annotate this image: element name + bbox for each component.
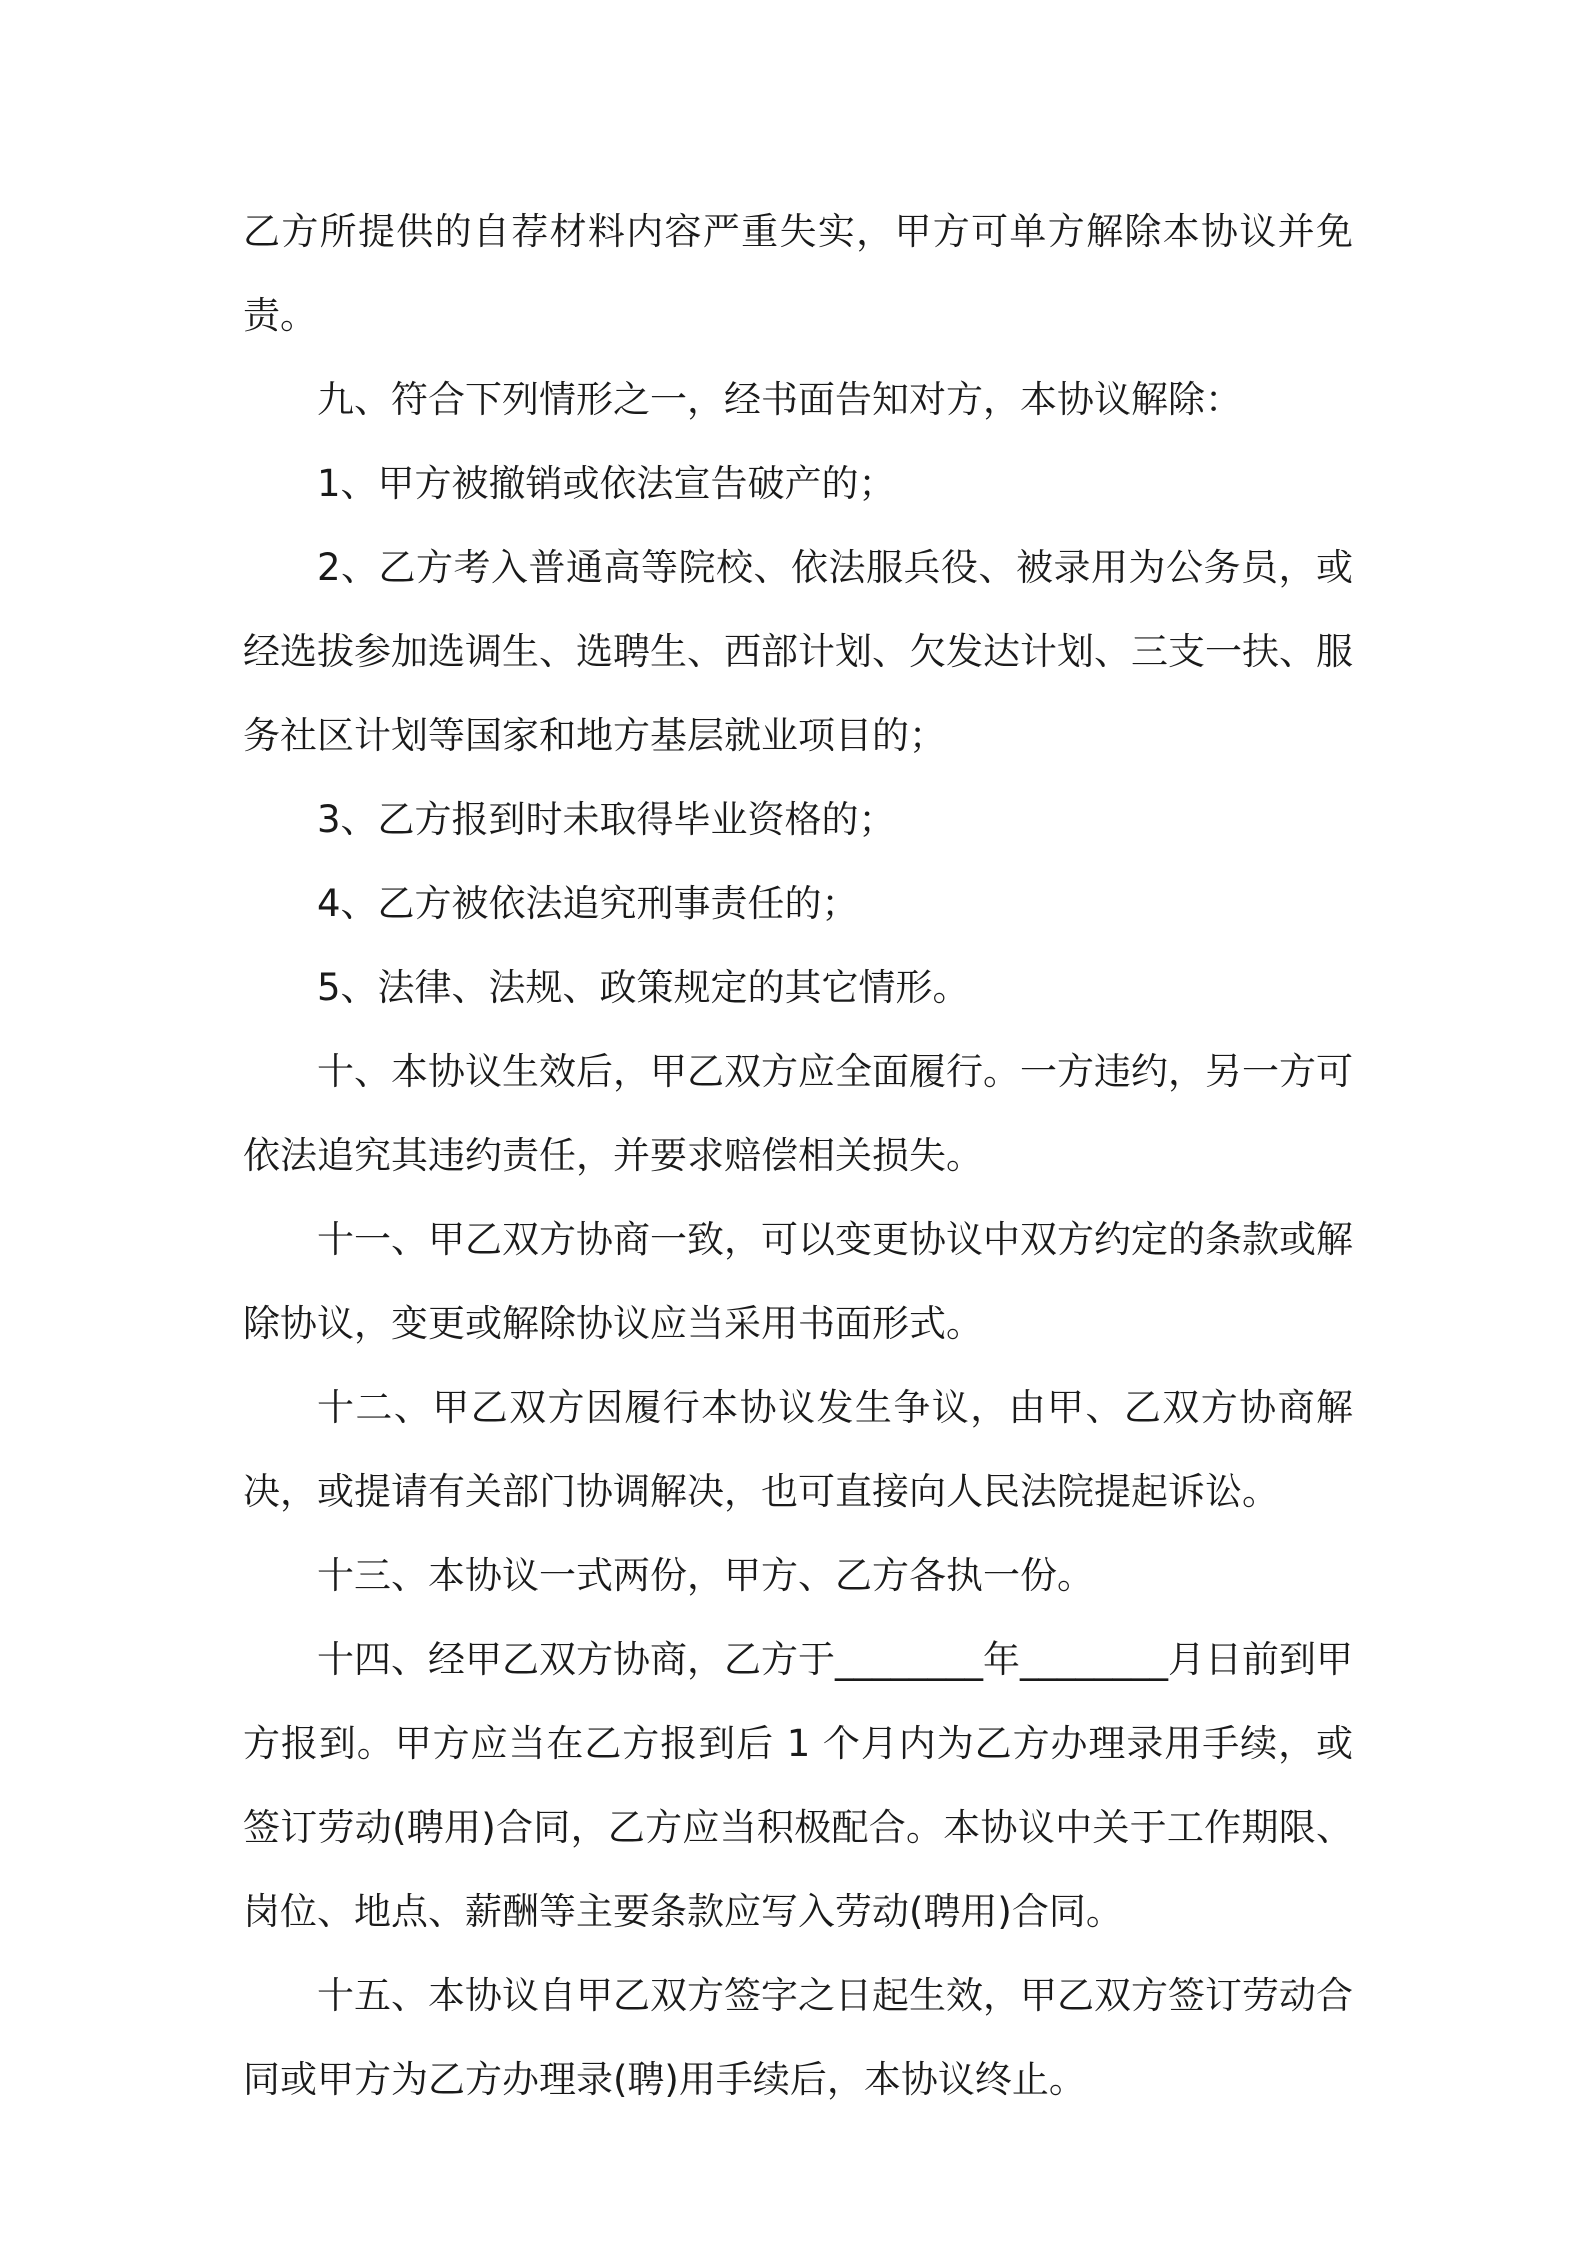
paragraph-clause-11: 十一、甲乙双方协商一致，可以变更协议中双方约定的条款或解除协议，变更或解除协议应当采用书面形式。 xyxy=(243,1218,1353,1345)
paragraph-item-1: 1、甲方被撤销或依法宣告破产的； xyxy=(317,462,896,505)
paragraph-item-2: 2、乙方考入普通高等院校、依法服兵役、被录用为公务员，或经选拔参加选调生、选聘生、西部计划、欠发达计划、三支一扶、服务社区计划等国家和地方基层就业项目的； xyxy=(243,546,1353,757)
paragraph-clause-13: 十三、本协议一式两份，甲方、乙方各执一份。 xyxy=(317,1554,1094,1597)
paragraph-item-5: 5、法律、法规、政策规定的其它情形。 xyxy=(317,966,970,1009)
document-body xyxy=(243,190,1353,2122)
paragraph-clause-14: 十四、经甲乙双方协商，乙方于________年________月日前到甲方报到。甲方应当在乙方报到后 1 个月内为乙方办理录用手续，或签订劳动(聘用)合同，乙方应当积极配合。本协议中关于工作期限、岗位、地点、薪酬等主要条款应写入劳动(聘用)合同。 xyxy=(243,1638,1353,1933)
paragraph-item-4: 4、乙方被依法追究刑事责任的； xyxy=(317,882,859,925)
paragraph-clause-15: 十五、本协议自甲乙双方签字之日起生效，甲乙双方签订劳动合同或甲方为乙方办理录(聘)用手续后，本协议终止。 xyxy=(243,1974,1353,2101)
paragraph-continuation: 乙方所提供的自荐材料内容严重失实，甲方可单方解除本协议并免责。 xyxy=(243,210,1353,337)
paragraph-clause-10: 十、本协议生效后，甲乙双方应全面履行。一方违约，另一方可依法追究其违约责任，并要求赔偿相关损失。 xyxy=(243,1050,1353,1177)
paragraph-item-3: 3、乙方报到时未取得毕业资格的； xyxy=(317,798,896,841)
paragraph-clause-12: 十二、甲乙双方因履行本协议发生争议，由甲、乙双方协商解决，或提请有关部门协调解决，也可直接向人民法院提起诉讼。 xyxy=(243,1386,1353,1513)
paragraph-clause-9: 九、符合下列情形之一，经书面告知对方，本协议解除： xyxy=(317,378,1242,421)
